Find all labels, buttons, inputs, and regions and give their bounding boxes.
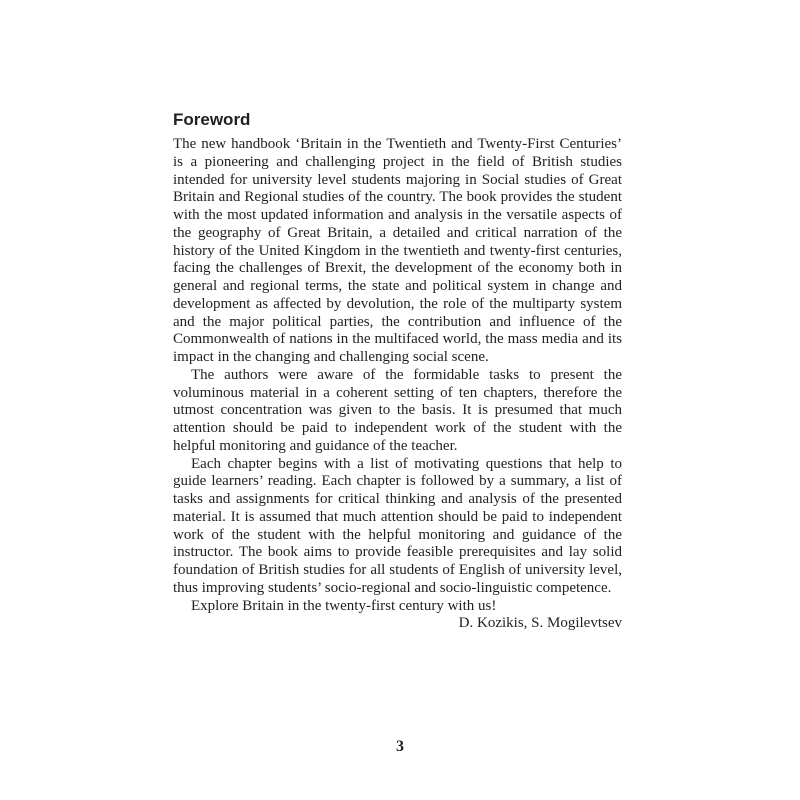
- paragraph-closing: Explore Britain in the twenty-first century with us!: [191, 597, 497, 614]
- page-title: Foreword: [173, 110, 251, 129]
- author-signature: D. Kozikis, S. Mogilevtsev: [458, 615, 622, 632]
- paragraph-authors: The authors were aware of the formidable tasks to present the voluminous material in a coherent setting of ten chapters, therefore the utmost concentration was given to the basis. It is presumed that much attention should be paid to independent work of the student with the helpful monitoring and guidance of the teacher.: [173, 366, 622, 454]
- paragraph-chapters: Each chapter begins with a list of motivating questions that help to guide learners’ reading. Each chapter is followed by a summary, a list of tasks and assignments for critical thinking and analysis of the presented material. It is assumed that much attention should be paid to independent work of the student with the helpful monitoring and guidance of the instructor. The book aims to provide feasible prerequisites and lay solid foundation of British studies for all students of English of university level, thus improving students’ socio-regional and socio-linguistic competence.: [173, 455, 622, 596]
- page-number: 3: [396, 738, 404, 755]
- paragraph-intro: The new handbook ‘Britain in the Twentieth and Twenty-First Centuries’ is a pioneering and challenging project in the field of British studies intended for university level students majoring in Social studies of Great Britain and Regional studies of the country. The book provides the student with the most updated information and analysis in the versatile aspects of the geography of Great Britain, a detailed and critical narration of the history of the United Kingdom in the twentieth and twenty-first centuries, facing the challenges of Brexit, the development of the economy both in general and regional terms, the state and political system in change and development as affected by devolution, the role of the multiparty system and the major political parties, the contribution and influence of the Commonwealth of nations in the multifaced world, the mass media and its impact in the changing and challenging social scene.: [173, 136, 622, 365]
- page-content: [173, 110, 622, 633]
